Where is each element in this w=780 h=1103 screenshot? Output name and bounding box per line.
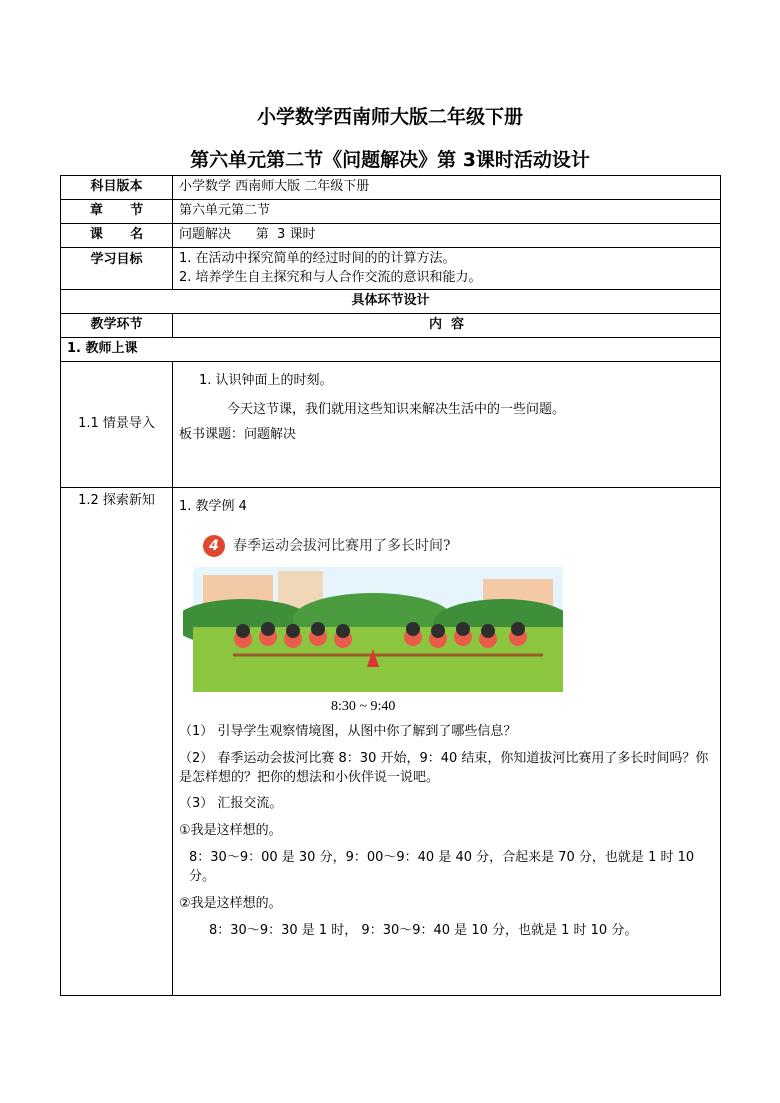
question-3: （3） 汇报交流。 bbox=[179, 796, 283, 812]
lesson-value: 问题解决 第 3 课时 bbox=[173, 224, 721, 248]
tug-of-war-illustration bbox=[183, 527, 563, 717]
document-title: 小学数学西南师大版二年级下册 bbox=[256, 106, 523, 128]
document-subtitle: 第六单元第二节《问题解决》第 3课时活动设计 bbox=[190, 149, 590, 171]
example-number-badge: 4 bbox=[203, 535, 225, 557]
method-1-title: ①我是这样想的。 bbox=[179, 823, 282, 839]
design-header: 具体环节设计 bbox=[61, 290, 721, 314]
intro-line: 1. 认识钟面上的时刻。 bbox=[199, 373, 333, 388]
intro-line: 今天这节课，我们就用这些知识来解决生活中的一些问题。 bbox=[227, 401, 566, 417]
content-column-header: 内 容 bbox=[173, 314, 721, 338]
example-title: 1. 教学例 4 bbox=[179, 499, 247, 514]
goal-item: 1. 在活动中探究简单的经过时间的的计算方法。 bbox=[179, 250, 456, 266]
section-teacher-class: 1. 教师上课 bbox=[61, 338, 721, 362]
lesson-label: 课 名 bbox=[61, 224, 173, 248]
chapter-label: 章 节 bbox=[61, 200, 173, 224]
method-2-title: ②我是这样想的。 bbox=[179, 895, 282, 911]
chapter-value: 第六单元第二节 bbox=[173, 200, 721, 224]
goal-list bbox=[173, 248, 721, 290]
step-intro-content bbox=[173, 362, 721, 488]
step-explore-content bbox=[173, 488, 721, 996]
step-explore-label: 1.2 探索新知 bbox=[61, 488, 173, 996]
intro-line: 板书课题：问题解决 bbox=[179, 426, 297, 442]
method-1-detail: 8：30〜9：00 是 30 分，9：00〜9：40 是 40 分，合起来是 70 分，也就是 1 时 10 分。 bbox=[189, 850, 695, 884]
illustration-time: 8:30 ~ 9:40 bbox=[331, 698, 396, 714]
question-2: （2） 春季运动会拔河比赛 8：30 开始，9：40 结束，你知道拔河比赛用了多长时间吗？你是怎样想的？把你的想法和小伙伴说一说吧。 bbox=[179, 750, 709, 785]
lesson-plan-table bbox=[60, 175, 721, 996]
goal-item: 2. 培养学生自主探究和与人合作交流的意识和能力。 bbox=[179, 269, 482, 285]
goal-label: 学习目标 bbox=[61, 248, 173, 290]
method-2-detail: 8：30〜9：30 是 1 时， 9：30〜9：40 是 10 分，也就是 1 时 10 分。 bbox=[209, 922, 638, 938]
subject-label: 科目版本 bbox=[61, 176, 173, 200]
question-1: （1） 引导学生观察情境图，从图中你了解到了哪些信息？ bbox=[179, 723, 517, 739]
step-intro-label: 1.1 情景导入 bbox=[61, 362, 173, 488]
subject-value: 小学数学 西南师大版 二年级下册 bbox=[173, 176, 721, 200]
step-column-header: 教学环节 bbox=[61, 314, 173, 338]
illustration-scene bbox=[183, 527, 563, 697]
illustration-question: 春季运动会拔河比赛用了多长时间? bbox=[233, 537, 451, 554]
